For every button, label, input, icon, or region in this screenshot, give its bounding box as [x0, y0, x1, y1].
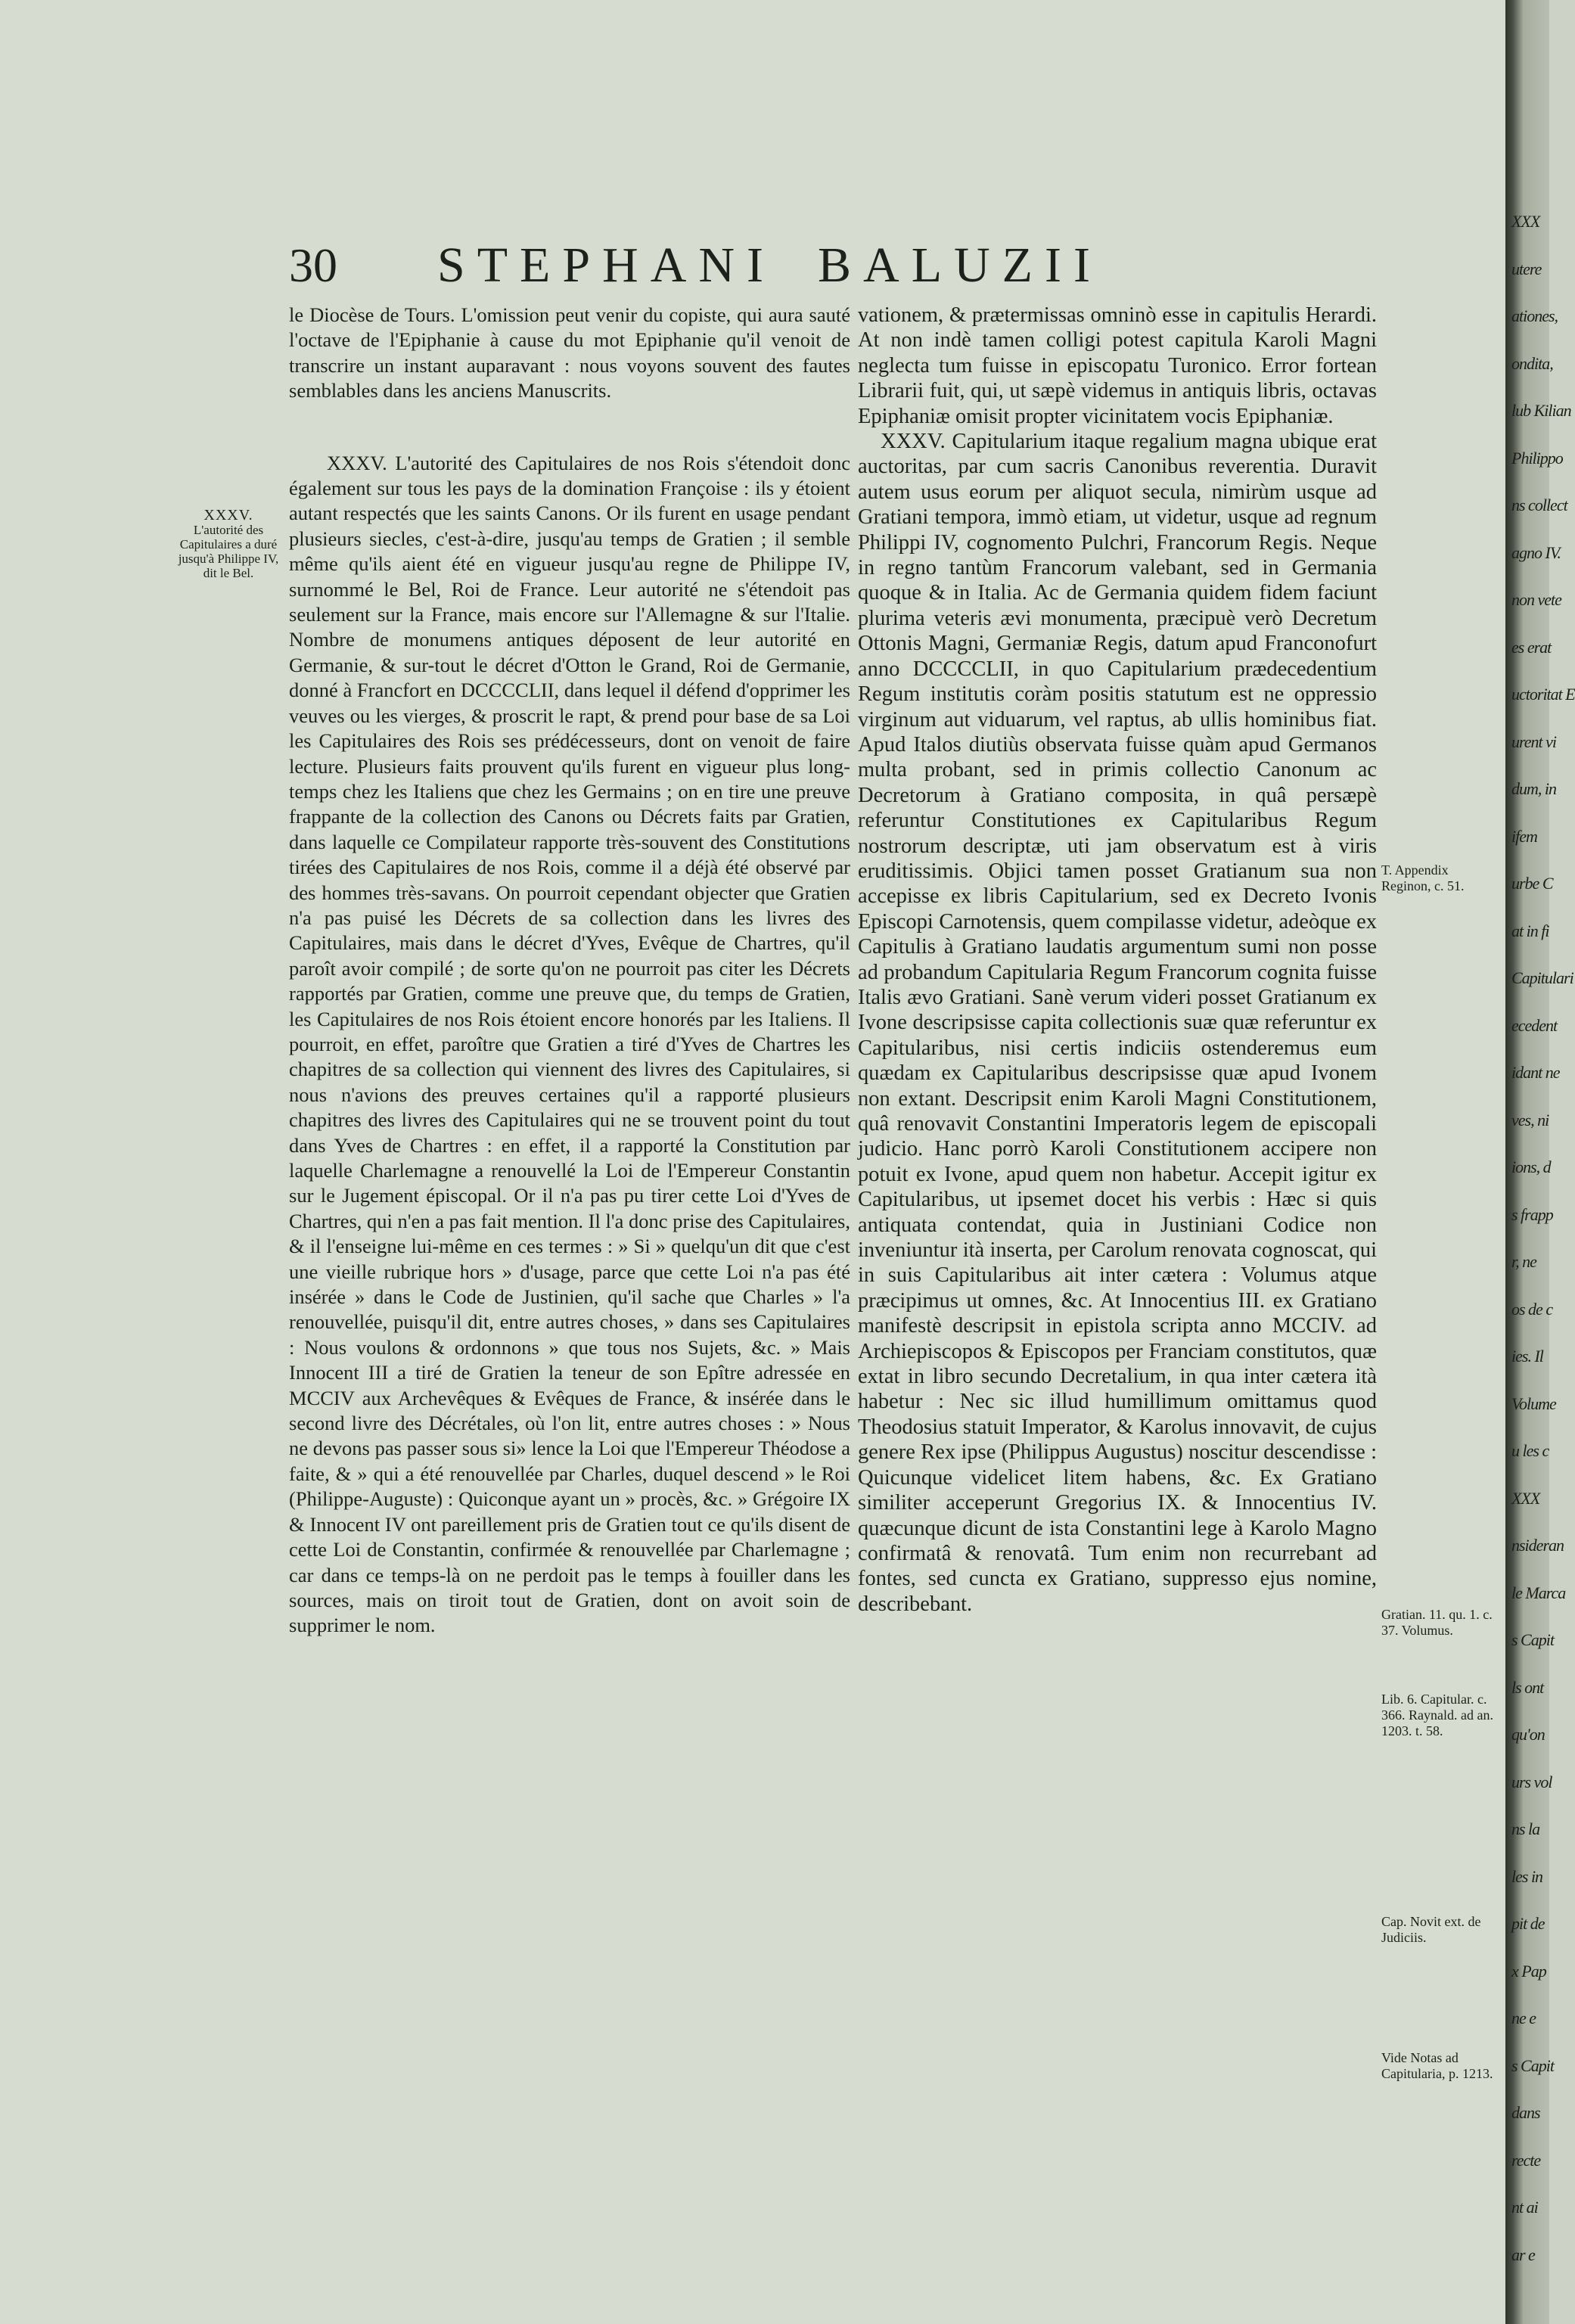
next-page-fragment: s Capit — [1511, 2055, 1554, 2075]
next-page-fragment: nt ai — [1511, 2198, 1538, 2217]
next-page-edge — [1505, 0, 1575, 2324]
next-page-fragment: u les c — [1511, 1441, 1549, 1460]
margin-note-gratian: Gratian. 11. qu. 1. c. 37. Volumus. — [1381, 1607, 1493, 1638]
next-page-fragment: ationes, — [1511, 306, 1558, 325]
next-page-fragment: es erat — [1511, 637, 1552, 657]
french-paragraph-1: le Diocèse de Tours. L'omission peut venir du copiste, qui aura sauté l'octave de l'Epiphanie à cause du mot Epiphanie qu'il venoit de transcrire un instant auparavant : nous voyons souvent des fautes semblables dans les anciens Manuscrits. — [289, 303, 850, 402]
next-page-fragment: Volume — [1511, 1393, 1556, 1413]
next-page-fragment: dum, in — [1511, 779, 1556, 798]
next-page-fragment: os de c — [1511, 1299, 1553, 1319]
next-page-fragment: non vete — [1511, 590, 1561, 609]
running-head-word-2: BALUZII — [818, 238, 1102, 293]
next-page-fragment: urent vi — [1511, 732, 1556, 751]
next-page-fragment: ves, ni — [1511, 1110, 1549, 1129]
next-page-fragment: utere — [1511, 259, 1542, 278]
next-page-fragment: nsideran — [1511, 1536, 1564, 1555]
french-paragraph-2: XXXV. L'autorité des Capitulaires de nos Rois s'étendoit donc également sur tous les pays de la domination Françoise : ils y étoient autant respectés que les saints Canons. Or ils furent en usage pendant plusieurs siecles, c'est-à-dire, jusqu'au temps de Gratien ; il semble même qu'ils aient été en vigueur jusqu'au regne de Philippe IV, surnommé le Bel, Roi de France. Leur autorité ne s'étendoit pas seulement sur la France, mais encore sur l'Allemagne & sur l'Italie. Nombre de monumens antiques déposent de leur autorité en Germanie, & sur-tout le décret d'Otton le Grand, Roi de Germanie, donné à Francfort en DCCCCLII, dans lequel il défend d'opprimer les veuves ou les vierges, & proscrit le rapt, & prend pour base de sa Loi les Capitulaires des Rois ses prédécesseurs, dont on venoit de faire lecture. Plusieurs faits prouvent qu'ils furent en vigueur plus long-temps chez les Italiens que chez les Germains ; on en tire une preuve frappante de la collection des Canons ou Décrets faits par Gratien, dans laquelle ce Compilateur rapporte très-souvent des Constitutions tirées des Capitulaires de nos Rois, comme il a déjà été observé par des hommes très-savans. On pourroit cependant objecter que Gratien n'a pas puisé les Décrets de sa collection dans les livres des Capitulaires, mais dans le décret d'Yves, Evêque de Chartres, qu'il paroît avoir compilé ; de sorte qu'on ne pourroit pas citer les Décrets rapportés par Gratien, comme une preuve que, du temps de Gratien, les Capitulaires de nos Rois étoient encore honorés par les Italiens. Il pourroit, en effet, paroître que Gratien a tiré d'Yves de Chartres les chapitres de sa collection qui viennent des livres des Capitulaires, si nous n'avions des preuves certaines qu'il a rapporté plusieurs chapitres des livres des Capitulaires qui ne se trouvent point du tout dans Yves de Chartres : en effet, il a rapporté la Constitution par laquelle Charlemagne a renouvellé la Loi de l'Empereur Constantin sur le Jugement épiscopal. Or il n'a pas pu tirer cette Loi d'Yves de Chartres, qui n'en a pas fait mention. Il l'a donc prise des Capitulaires, & il l'enseigne lui-même en ces termes : » Si » quelqu'un dit que c'est une vieille rubrique hors » d'usage, parce que cette Loi n'a pas été insérée » dans le Code de Justinien, qu'il sache que Charles » l'a renouvellée, puisqu'il dit, entre autres choses, » dans ses Capitulaires : Nous voulons & ordonnons » que tous nos Sujets, &c. » Mais Innocent III a tiré de Gratien la teneur de son Epître adressée en MCCIV aux Archevêques & Evêques de France, & insérée dans le second livre des Décrétales, où l'on lit, entre autres choses : » Nous ne devons pas passer sous si» lence la Loi que l'Empereur Théodose a faite, & » qui a été renouvellée par Charles, duquel descend » le Roi (Philippe-Auguste) : Quiconque ayant un » procès, &c. » Grégoire IX & Innocent IV ont pareillement pris de Gratien tout ce qu'ils disent de cette Loi de Constantin, confirmée & renouvellée par Charlemagne ; car dans ce temps-là on ne perdoit pas le temps à fouiller dans les sources, mais on tiroit tout de Gratien, dont on avoit soin de supprimer le nom. — [289, 451, 850, 1637]
next-page-fragment: qu'on — [1511, 1725, 1545, 1744]
next-page-fragment: les in — [1511, 1866, 1543, 1886]
running-head-word-1: STEPHANI — [437, 238, 776, 293]
next-page-fragment: s Capit — [1511, 1630, 1554, 1649]
next-page-fragment: at in fi — [1511, 921, 1549, 940]
next-page-fragment: s frapp — [1511, 1204, 1553, 1224]
next-page-fragment: ns la — [1511, 1819, 1540, 1838]
next-page-fragment: ies. Il — [1511, 1347, 1543, 1366]
margin-note-cap-novit: Cap. Novit ext. de Judiciis. — [1381, 1914, 1481, 1945]
margin-note-capitular: Lib. 6. Capitular. c. 366. Raynald. ad an. 1203. t. 58. — [1381, 1692, 1493, 1738]
next-page-fragment: urs vol — [1511, 1772, 1552, 1791]
margin-note-text: L'autorité des Capitulaires a duré jusqu'à Philippe IV, dit le Bel. — [178, 523, 279, 580]
next-page-fragment: lub Kilian — [1511, 401, 1571, 420]
page-number: 30 — [289, 238, 337, 292]
latin-paragraph-1: vationem, & prætermissas omninò esse in capitulis Herardi. At non indè tamen colligi potest capitula Karoli Magni neglecta tum fuisse in episcopatu Turonico. Error fortean Librarii fuit, qui, ut sæpè videmus in antiquis libris, octavas Epiphaniæ omisit propter vicinitatem vocis Epiphaniæ. — [858, 303, 1377, 428]
running-head — [437, 239, 1216, 292]
next-page-fragment: ifem — [1511, 826, 1537, 846]
next-page-fragment: ondita, — [1511, 353, 1553, 373]
margin-note-reginon: T. Appendix Reginon, c. 51. — [1381, 862, 1465, 893]
next-page-fragment: ns collect — [1511, 496, 1567, 514]
next-page-fragment: agno IV. — [1511, 542, 1561, 562]
next-page-fragment: dans — [1511, 2103, 1540, 2122]
next-page-fragment: ecedent — [1511, 1015, 1558, 1035]
next-page-fragment: XXX — [1511, 212, 1540, 231]
next-page-fragment: ions, d — [1511, 1157, 1551, 1176]
french-column — [289, 303, 850, 1639]
next-page-fragment: r, ne — [1511, 1252, 1536, 1271]
next-page-fragment: urbe C — [1511, 874, 1553, 893]
next-page-fragment: x Pap — [1511, 1961, 1546, 1981]
latin-paragraph-2: XXXV. Capitularium itaque regalium magna ubique erat auctoritas, par cum sacris Canonibus reverentia. Duravit autem usus eorum per aliquot secula, nimirùm usque ad Gratiani tempora, immò etiam, ut videtur, usque ad regnum Philippi IV, cognomento Pulchri, Francorum Regis. Neque in regno tantùm Francorum valebant, sed in Germania quoque & in Italia. Ac de Germania quidem fidem faciunt plurima veteris ævi monumenta, præcipuè verò Decretum Ottonis Magni, Germaniæ Regis, datum apud Franconofurt anno DCCCCLII, in quo Capitularium prædecedentium Regum institutis coràm positis statutum est ne oppressio virginum aut viduarum, vel raptus, ab ullis hominibus fiat. Apud Italos diutiùs observata fuisse quàm apud Germanos multa probant, sed in primis collectio Canonum ac Decretorum à Gratiano composita, in quâ persæpè referuntur Constitutiones ex Capitularibus Regum nostrorum descriptæ, uti jam observatum est à viris eruditissimis. Objici tamen posset Gratianum sua non accepisse ex libris Capitularium, sed ex Decreto Ivonis Episcopi Carnotensis, quem compilasse videtur, adeòque ex Capitulis à Gratiano laudatis argumentum sumi non posse ad probandum Capitularia Regum Francorum cognita fuisse Italis ævo Gratiani. Sanè verum videri posset Gratianum ex Ivone descripsisse capita collectionis suæ quæ referuntur ex Capitularibus, nisi certis indiciis ostenderemus eum quædam ex Capitularibus descripsisse quæ apud Ivonem non extant. Descripsit enim Karoli Magni Constitutionem, quâ renovavit Constantini Imperatoris legem de episcopali judicio. Hanc porrò Karoli Constitutionem accipere non potuit ex Ivone, apud quem non habetur. Accepit igitur ex Capitularibus, ut ipsemet docet his verbis : Hæc si quis antiquata contendat, quia in Justiniani Codice non inveniuntur ità inserta, per Carolum renovata cognoscat, qui in suis Capitularibus ait inter cætera : Volumus atque præcipimus ut omnes, &c. At Innocentius III. ex Gratiano manifestè descripsit in epistola scripta anno MCCIV. ad Archiepiscopos & Episcopos per Franciam constitutos, quæ extat in libro secundo Decretalium, in qua inter cætera ità habetur : Nec sic illud humillimum omittamus quod Theodosius statuit Imperator, & Karolus innovavit, de cujus genere Rex ipse (Philippus Augustus) noscitur descendisse : Quicunque videlicet litem habens, &c. Ex Gratiano similiter acceperunt Gregorius IX. & Innocentius IV. quæcunque dicunt de ista Constantini lege à Karolo Magno confirmatâ & renovatâ. Tum enim non recurrebant ad fontes, sed cuncta ex Gratiano, suppresso ejus nomine, describebant. — [858, 430, 1377, 1616]
next-page-fragment: Philippo — [1511, 448, 1563, 468]
next-page-fragment: pit de — [1511, 1914, 1545, 1933]
next-page-fragment: recte — [1511, 2150, 1541, 2170]
next-page-fragment: idant ne — [1511, 1063, 1560, 1082]
next-page-fragment: ar e — [1511, 2245, 1535, 2264]
next-page-fragment: uctoritat E — [1511, 685, 1575, 704]
margin-note-number: XXXV. — [203, 507, 253, 524]
margin-note-vide-notas: Vide Notas ad Capitularia, p. 1213. — [1381, 2050, 1493, 2081]
latin-column — [858, 303, 1377, 1617]
next-page-fragment: Capitulari — [1511, 968, 1573, 987]
next-page-fragment: ls ont — [1511, 1677, 1544, 1697]
next-page-fragment: le Marca — [1511, 1583, 1566, 1602]
next-page-fragment: ne e — [1511, 2009, 1536, 2027]
margin-note-section-xxxv — [176, 508, 281, 580]
next-page-fragment: XXX — [1511, 1488, 1540, 1508]
